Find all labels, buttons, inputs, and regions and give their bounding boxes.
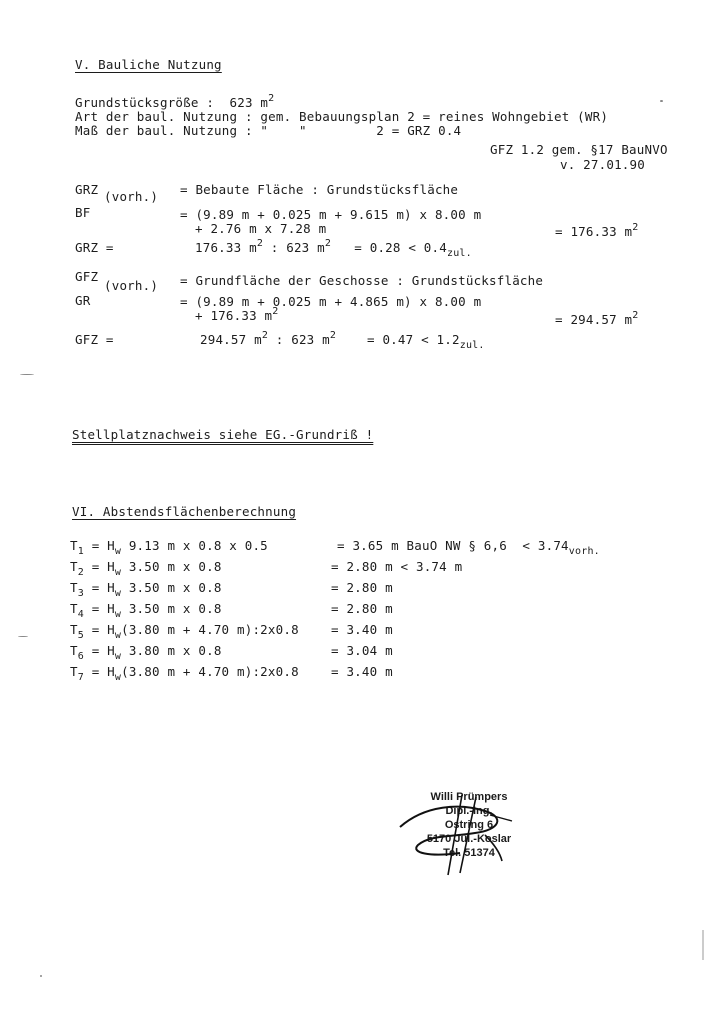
gfz-eq-label: GFZ = xyxy=(75,332,114,347)
gfz-calculation: 294.57 $m^2$ : 623 $m^2$ = $0.47 < 1.2_{zul.}$ xyxy=(200,330,485,351)
signature-icon xyxy=(390,775,540,885)
distance-result: = 3.04 m xyxy=(331,643,393,658)
grz-calculation: 176.33 $m^2$ : 623 $m^2 = 0.28 < 0.4_{zul.}$ xyxy=(195,238,472,259)
scan-speck xyxy=(660,100,663,102)
gfz-regulation-line: GFZ 1.2 gem. §17 BauNVO xyxy=(490,142,668,157)
grz-eq-label: GRZ = xyxy=(75,240,114,255)
grz-label: GRZ xyxy=(75,182,99,197)
distance-row: $T_5 = H_w(3.80$ m + 4.70 m):2x0.8 xyxy=(70,622,299,641)
distance-result: = 2.80 m xyxy=(331,601,393,616)
bf-result: = 176.33 $m^2$ xyxy=(555,222,639,239)
distance-row: $T_2 = H_w$ 3.50 m x 0.8 xyxy=(70,559,222,578)
distance-result: = 3.40 m xyxy=(331,622,393,637)
regulation-date: v. 27.01.90 xyxy=(560,157,645,172)
distance-result: = 2.80 m xyxy=(331,580,393,595)
engineer-stamp: Willi Prümpers Dipl.-Ing. Ostring 6 5170 Jül.-Koslar Tel. 51374 xyxy=(426,791,512,859)
use-type-line: Art der baul. Nutzung : gem. Bebauungsplan 2 = reines Wohngebiet (WR) xyxy=(75,109,609,124)
section-5-title: V. Bauliche Nutzung xyxy=(75,57,222,72)
gfz-label: GFZ xyxy=(75,269,99,284)
gr-label: GR xyxy=(75,293,91,308)
grz-vorh: (vorh.) xyxy=(104,189,159,204)
grz-definition: = Bebaute Fläche : Grundstücksfläche xyxy=(180,182,459,197)
distance-result: = 2.80 m < 3.74 m xyxy=(331,559,463,574)
distance-row: $T_7 = H_w(3.80$ m + 4.70 m):2x0.8 xyxy=(70,664,299,683)
section-6-title: VI. Abstendsflächenberechnung xyxy=(72,504,297,519)
parking-note: Stellplatznachweis siehe EG.-Grundriß ! xyxy=(72,427,374,442)
plot-size-label: Grundstücksgröße : xyxy=(75,95,215,110)
use-measure-line: Maß der baul. Nutzung : " " 2 = GRZ 0.4 xyxy=(75,123,462,138)
plot-size-line xyxy=(75,93,275,110)
distance-row: $T_3 = H_w$ 3.50 m x 0.8 xyxy=(70,580,222,599)
gfz-definition: = Grundfläche der Geschosse : Grundstücksfläche xyxy=(180,273,544,288)
gfz-vorh: (vorh.) xyxy=(104,278,159,293)
distance-result: = 3.40 m xyxy=(331,664,393,679)
bf-line-2: + 2.76 m x 7.28 m xyxy=(195,221,327,236)
distance-result: = 3.65 m BauO NW § $6,6 < 3.74_{vorh.}$ xyxy=(337,538,600,557)
gr-line-1: = (9.89 m + 0.025 m + 4.865 m) x 8.00 m xyxy=(180,294,482,309)
bf-line-1: = (9.89 m + 0.025 m + 9.615 m) x 8.00 m xyxy=(180,207,482,222)
plot-size-value: 623 m xyxy=(229,95,269,110)
gr-result: = 294.57 $m^2$ xyxy=(555,310,639,327)
unit-exponent: 2 xyxy=(268,93,275,104)
distance-row: $T_1 = H_w$ 9.13 m x 0.8 x 0.5 xyxy=(70,538,268,557)
distance-row: $T_4 = H_w$ 3.50 m x 0.8 xyxy=(70,601,222,620)
gr-line-2: + 176.33 $m^2$ xyxy=(195,306,279,323)
distance-row: $T_6 = H_w$ 3.80 m x 0.8 xyxy=(70,643,222,662)
scan-speck xyxy=(40,975,42,977)
scan-speck xyxy=(18,636,28,637)
bf-label: BF xyxy=(75,205,91,220)
scan-speck xyxy=(20,374,34,375)
scan-speck xyxy=(702,930,704,960)
